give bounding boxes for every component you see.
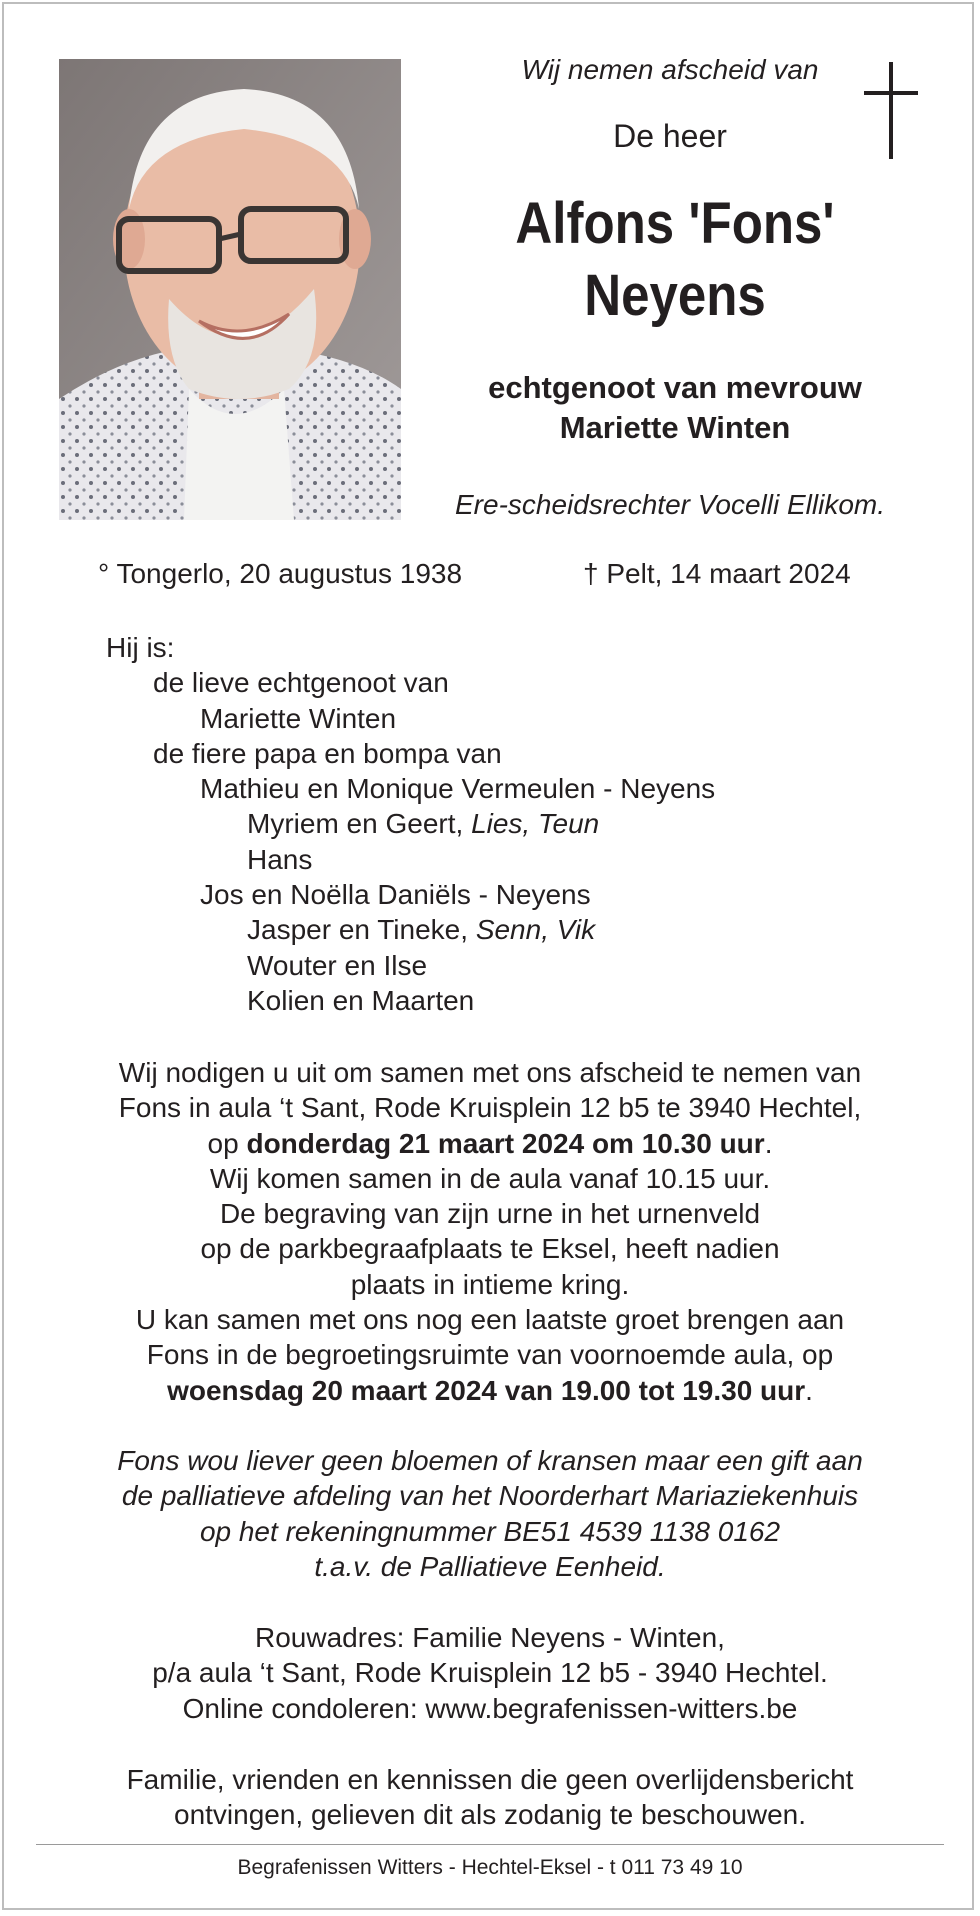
grandchild-entry (247, 912, 715, 947)
ceremony-line (40, 1373, 940, 1408)
grandchild-couple: Myriem en Geert, (247, 808, 472, 840)
gift-line: t.a.v. de Palliatieve Eenheid. (314, 1550, 666, 1582)
birth-date: ° Tongerlo, 20 augustus 1938 (98, 558, 463, 589)
grandchild-entry (247, 806, 715, 841)
condolence-link[interactable]: Online condoleren: www.begrafenissen-witters.be (182, 1692, 798, 1724)
spouse-line1: echtgenoot van mevrouw (488, 370, 862, 405)
footer-divider (36, 1844, 944, 1845)
ceremony-text: . (764, 1127, 773, 1159)
child-entry: Jos en Noëlla Daniëls - Neyens (200, 879, 591, 911)
ceremony-paragraph (40, 1055, 940, 1408)
intro-text: Wij nemen afscheid van (521, 54, 819, 85)
gift-line: Fons wou liever geen bloemen of kransen maar een gift aan (117, 1445, 863, 1476)
child-entry: Mathieu en Monique Vermeulen - Neyens (200, 773, 716, 805)
honorific: De heer (613, 118, 727, 154)
notice-line: ontvingen, gelieven dit als zodanig te beschouwen. (174, 1799, 806, 1831)
gift-paragraph (40, 1443, 940, 1584)
ceremony-line (40, 1126, 940, 1161)
death-date: † Pelt, 14 maart 2024 (583, 558, 851, 589)
viewing-date: woensdag 20 maart 2024 van 19.00 tot 19.30 uur (167, 1374, 806, 1406)
family-heading: Hij is: (106, 632, 175, 663)
grandchild-entry: Wouter en Ilse (247, 949, 428, 981)
ceremony-line: Fons in de begroetingsruimte van voornoemde aula, op (146, 1339, 834, 1371)
family-list (0, 630, 715, 1018)
great-grandchildren: Lies, Teun (471, 808, 600, 840)
spouse-line (430, 368, 920, 448)
ceremony-text: . (805, 1374, 813, 1406)
spouse-label: de lieve echtgenoot van (153, 667, 449, 699)
ceremony-line: Fons in aula ‘t Sant, Rode Kruisplein 12 b5 te 3940 Hechtel, (118, 1092, 862, 1124)
gift-line: de palliatieve afdeling van het Noorderhart Mariaziekenhuis (121, 1480, 859, 1512)
address-line: p/a aula ‘t Sant, Rode Kruisplein 12 b5 - 3940 Hechtel. (152, 1657, 828, 1689)
deceased-name-line1: Alfons 'Fons' (515, 191, 835, 256)
grandchild-couple: Jasper en Tineke, (247, 914, 476, 946)
ceremony-date: donderdag 21 maart 2024 om 10.30 uur (246, 1127, 765, 1159)
portrait-photo (59, 59, 401, 520)
spouse-line2: Mariette Winten (559, 410, 791, 445)
footer-text: Begrafenissen Witters - Hechtel-Eksel - t 011 73 49 10 (237, 1856, 743, 1879)
address-paragraph (40, 1620, 940, 1726)
ceremony-line: Wij komen samen in de aula vanaf 10.15 uur. (209, 1162, 771, 1194)
grandchild-entry: Kolien en Maarten (247, 984, 475, 1016)
grandchild-entry: Hans (247, 843, 313, 875)
ceremony-line: op de parkbegraafplaats te Eksel, heeft nadien (200, 1233, 780, 1265)
notice-line: Familie, vrienden en kennissen die geen overlijdensbericht (126, 1764, 854, 1795)
ceremony-line: Wij nodigen u uit om samen met ons afscheid te nemen van (118, 1057, 862, 1088)
portrait-photo-image (59, 59, 401, 520)
honorary-title: Ere-scheidsrechter Vocelli Ellikom. (455, 489, 885, 520)
ceremony-text: op (207, 1127, 247, 1159)
ceremony-line: U kan samen met ons nog een laatste groet brengen aan (135, 1304, 845, 1336)
ceremony-line: De begraving van zijn urne in het urnenveld (219, 1198, 761, 1230)
address-line: Rouwadres: Familie Neyens - Winten, (255, 1622, 725, 1653)
ceremony-line: plaats in intieme kring. (350, 1268, 630, 1300)
deceased-name (459, 188, 890, 332)
cross-horizontal-bar (864, 91, 918, 95)
deceased-name-line2: Neyens (584, 263, 766, 328)
spouse-name: Mariette Winten (200, 702, 397, 734)
great-grandchildren: Senn, Vik (475, 914, 596, 946)
notice-paragraph (40, 1762, 940, 1833)
gift-line: op het rekeningnummer BE51 4539 1138 0162 (199, 1515, 781, 1547)
children-label: de fiere papa en bompa van (153, 737, 502, 769)
